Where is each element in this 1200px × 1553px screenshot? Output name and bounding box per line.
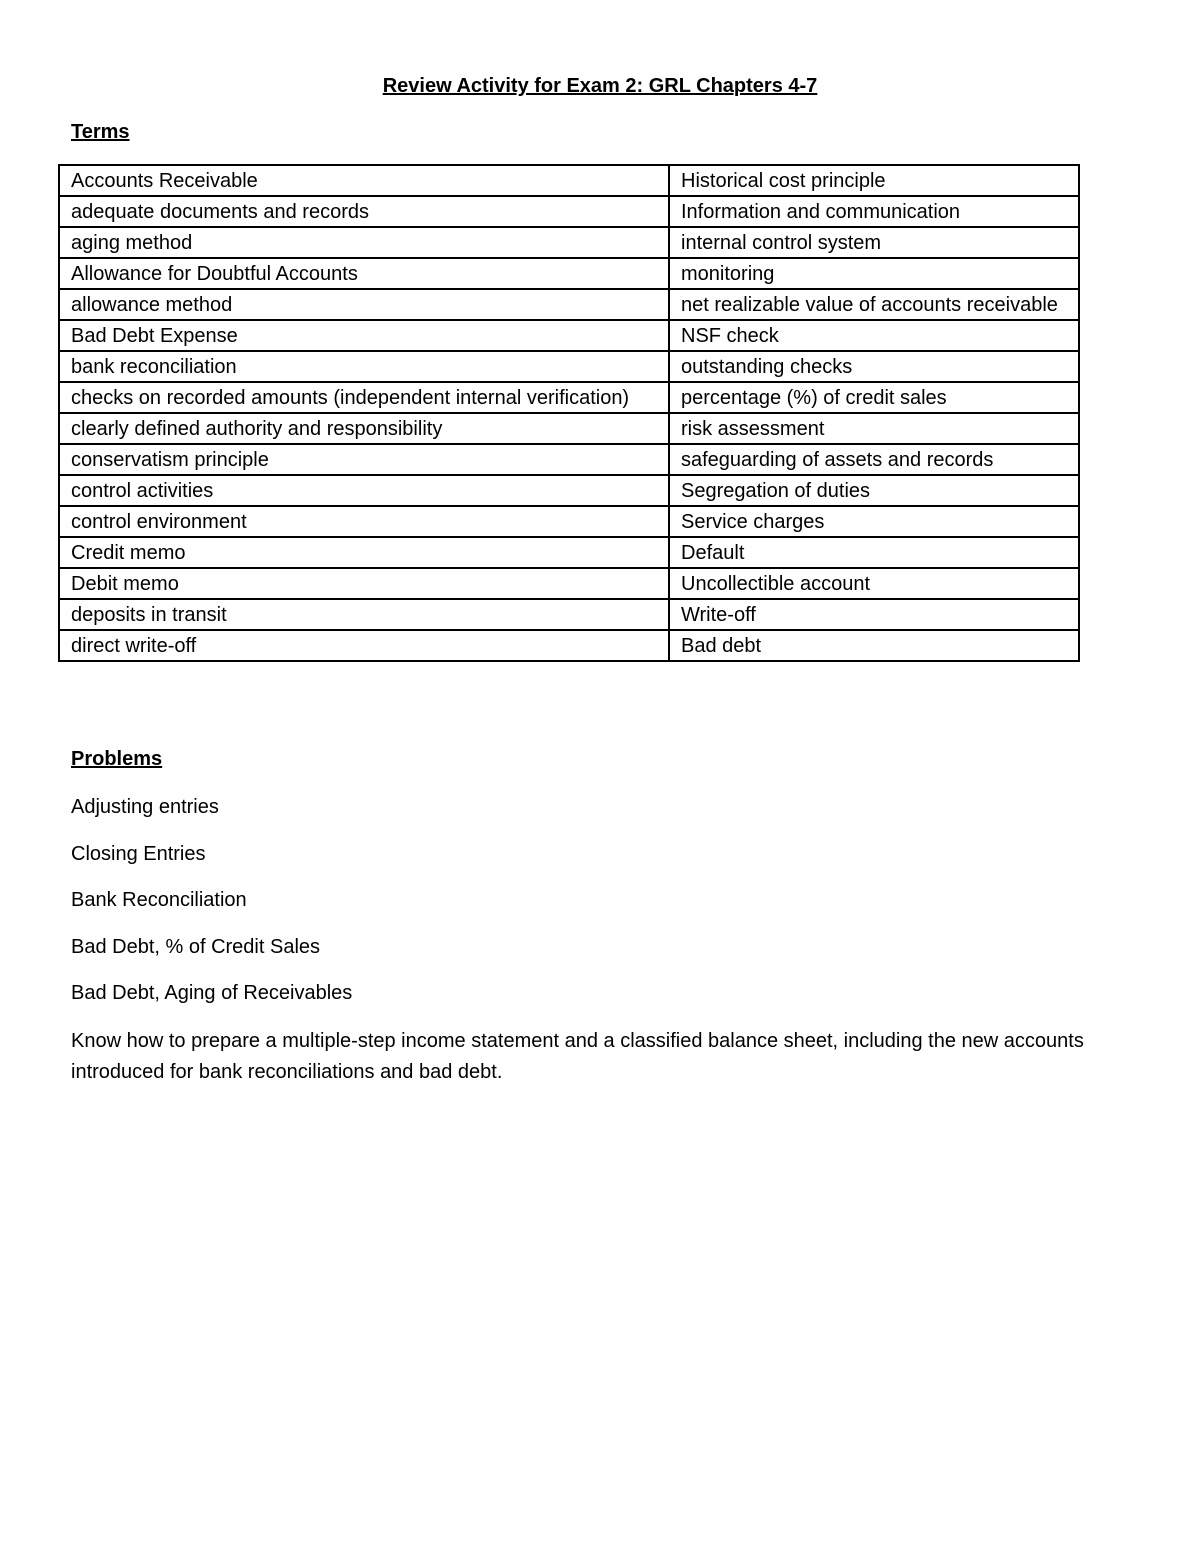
table-row [59, 568, 1079, 599]
list-item: Adjusting entries [71, 796, 219, 818]
term-cell: Write-off [669, 599, 1079, 630]
table-row [59, 382, 1079, 413]
term-cell: Bad Debt Expense [59, 320, 669, 351]
problem-list [71, 793, 1101, 1026]
table-row [59, 196, 1079, 227]
term-cell: NSF check [669, 320, 1079, 351]
list-item: Bad Debt, % of Credit Sales [71, 935, 321, 958]
term-cell: conservatism principle [59, 444, 669, 475]
term-cell: Historical cost principle [669, 165, 1079, 196]
term-cell: bank reconciliation [59, 351, 669, 382]
term-cell: Allowance for Doubtful Accounts [59, 258, 669, 289]
list-item: Bank Reconciliation [71, 889, 247, 911]
table-row [59, 320, 1079, 351]
table-row [59, 165, 1079, 196]
table-row [59, 227, 1079, 258]
table-row [59, 537, 1079, 568]
table-row [59, 506, 1079, 537]
term-cell: outstanding checks [669, 351, 1079, 382]
study-note: Know how to prepare a multiple-step income statement and a classified balance sheet, including the new accounts introduced for bank reconciliations and bad debt. [71, 1030, 1084, 1083]
term-cell: adequate documents and records [59, 196, 669, 227]
term-cell: control activities [59, 475, 669, 506]
page-title: Review Activity for Exam 2: GRL Chapters 4-7 [382, 75, 818, 97]
table-row [59, 444, 1079, 475]
term-cell: Uncollectible account [669, 568, 1079, 599]
terms-table [58, 164, 1080, 662]
term-cell: safeguarding of assets and records [669, 444, 1079, 475]
term-cell: allowance method [59, 289, 669, 320]
list-item: Closing Entries [71, 842, 206, 865]
table-row [59, 630, 1079, 661]
term-cell: Accounts Receivable [59, 165, 669, 196]
term-cell: checks on recorded amounts (independent internal verification) [59, 382, 669, 413]
term-cell: deposits in transit [59, 599, 669, 630]
term-cell: Default [669, 537, 1079, 568]
term-cell: internal control system [669, 227, 1079, 258]
list-item: Bad Debt, Aging of Receivables [71, 982, 353, 1004]
term-cell: aging method [59, 227, 669, 258]
term-cell: Debit memo [59, 568, 669, 599]
table-row [59, 599, 1079, 630]
table-row [59, 413, 1079, 444]
term-cell: Bad debt [669, 630, 1079, 661]
term-cell: direct write-off [59, 630, 669, 661]
table-row [59, 475, 1079, 506]
terms-heading: Terms [71, 121, 130, 143]
term-cell: monitoring [669, 258, 1079, 289]
table-row [59, 258, 1079, 289]
term-cell: net realizable value of accounts receivable [669, 289, 1079, 320]
term-cell: Information and communication [669, 196, 1079, 227]
term-cell: risk assessment [669, 413, 1079, 444]
term-cell: Credit memo [59, 537, 669, 568]
term-cell: percentage (%) of credit sales [669, 382, 1079, 413]
term-cell: Service charges [669, 506, 1079, 537]
term-cell: Segregation of duties [669, 475, 1079, 506]
table-row [59, 351, 1079, 382]
term-cell: control environment [59, 506, 669, 537]
problems-heading: Problems [71, 748, 163, 770]
term-cell: clearly defined authority and responsibility [59, 413, 669, 444]
table-row [59, 289, 1079, 320]
